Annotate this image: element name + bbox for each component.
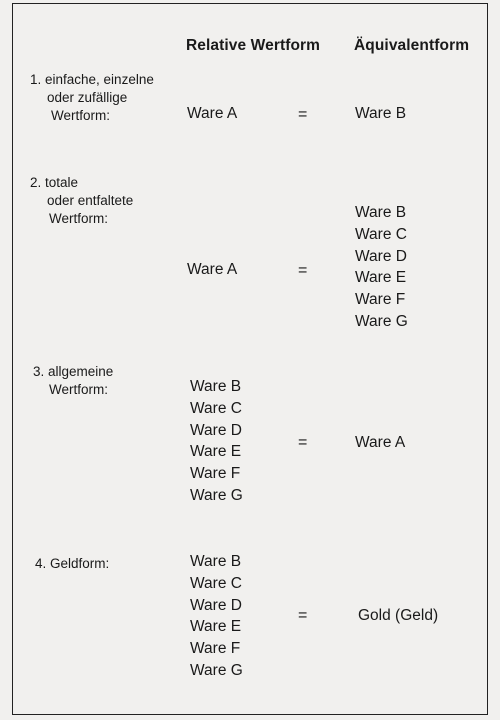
section-3-relative-item: Ware D (190, 421, 242, 439)
section-2-relative-item: Ware A (187, 261, 238, 278)
section-2-equivalent-item: Ware D (355, 247, 407, 265)
section-4-equals: = (298, 607, 308, 624)
section-2-label-line-2: oder entfaltete (47, 193, 134, 208)
section-4-relative-item: Ware B (190, 553, 242, 570)
section-3-equivalent (355, 432, 405, 454)
section-2-equivalent-item: Ware G (355, 312, 408, 330)
section-1-equivalent (355, 103, 406, 125)
section-1-label-line-1: 1. einfache, einzelne (30, 72, 154, 87)
section-1-equals: = (298, 106, 308, 123)
section-2-label (30, 174, 133, 228)
section-1-equivalent-item: Ware B (355, 105, 407, 122)
section-3-equals: = (298, 434, 308, 451)
section-2-label-line-3: Wertform: (49, 211, 109, 226)
section-4-relative-item: Ware C (190, 574, 242, 592)
section-4-equivalent (358, 605, 438, 627)
section-4-relative-item: Ware G (190, 661, 243, 679)
section-4-label-line-1: 4. Geldform: (35, 556, 110, 571)
section-4-relative-item: Ware F (190, 640, 241, 658)
section-3-relative-item: Ware B (190, 378, 242, 395)
section-2-equivalent (355, 202, 408, 333)
section-1-relative-item: Ware A (187, 105, 238, 122)
section-3-relative-item: Ware E (190, 443, 242, 461)
section-3-relative-item: Ware F (190, 465, 241, 483)
header-aequivalentform: Äquivalentform (354, 37, 470, 54)
section-3-label-line-2: Wertform: (49, 382, 109, 397)
section-3-relative (190, 376, 243, 507)
header-relative-wertform: Relative Wertform (186, 37, 321, 54)
section-4-relative-item: Ware D (190, 596, 242, 614)
section-2-equivalent-item: Ware E (355, 269, 407, 287)
section-4-label (35, 555, 109, 573)
section-3-relative-item: Ware C (190, 399, 242, 417)
section-2-relative (187, 259, 237, 281)
section-1-relative (187, 103, 237, 125)
section-2-equivalent-item: Ware C (355, 225, 407, 243)
section-3-label (33, 363, 113, 399)
section-3-label-line-1: 3. allgemeine (33, 364, 114, 379)
section-1-label-line-2: oder zufällige (47, 90, 128, 105)
section-4-relative-item: Ware E (190, 618, 242, 636)
section-2-label-line-1: 2. totale (30, 175, 79, 190)
section-2-equivalent-item: Ware F (355, 291, 406, 309)
section-2-equivalent-item: Ware B (355, 204, 407, 221)
section-1-label-line-3: Wertform: (51, 108, 111, 123)
section-4-relative (190, 551, 243, 682)
section-1-label (30, 71, 154, 125)
section-2-equals: = (298, 262, 308, 279)
section-3-relative-item: Ware G (190, 486, 243, 504)
section-4-equivalent-item: Gold (Geld) (358, 607, 439, 624)
section-3-equivalent-item: Ware A (355, 434, 406, 451)
